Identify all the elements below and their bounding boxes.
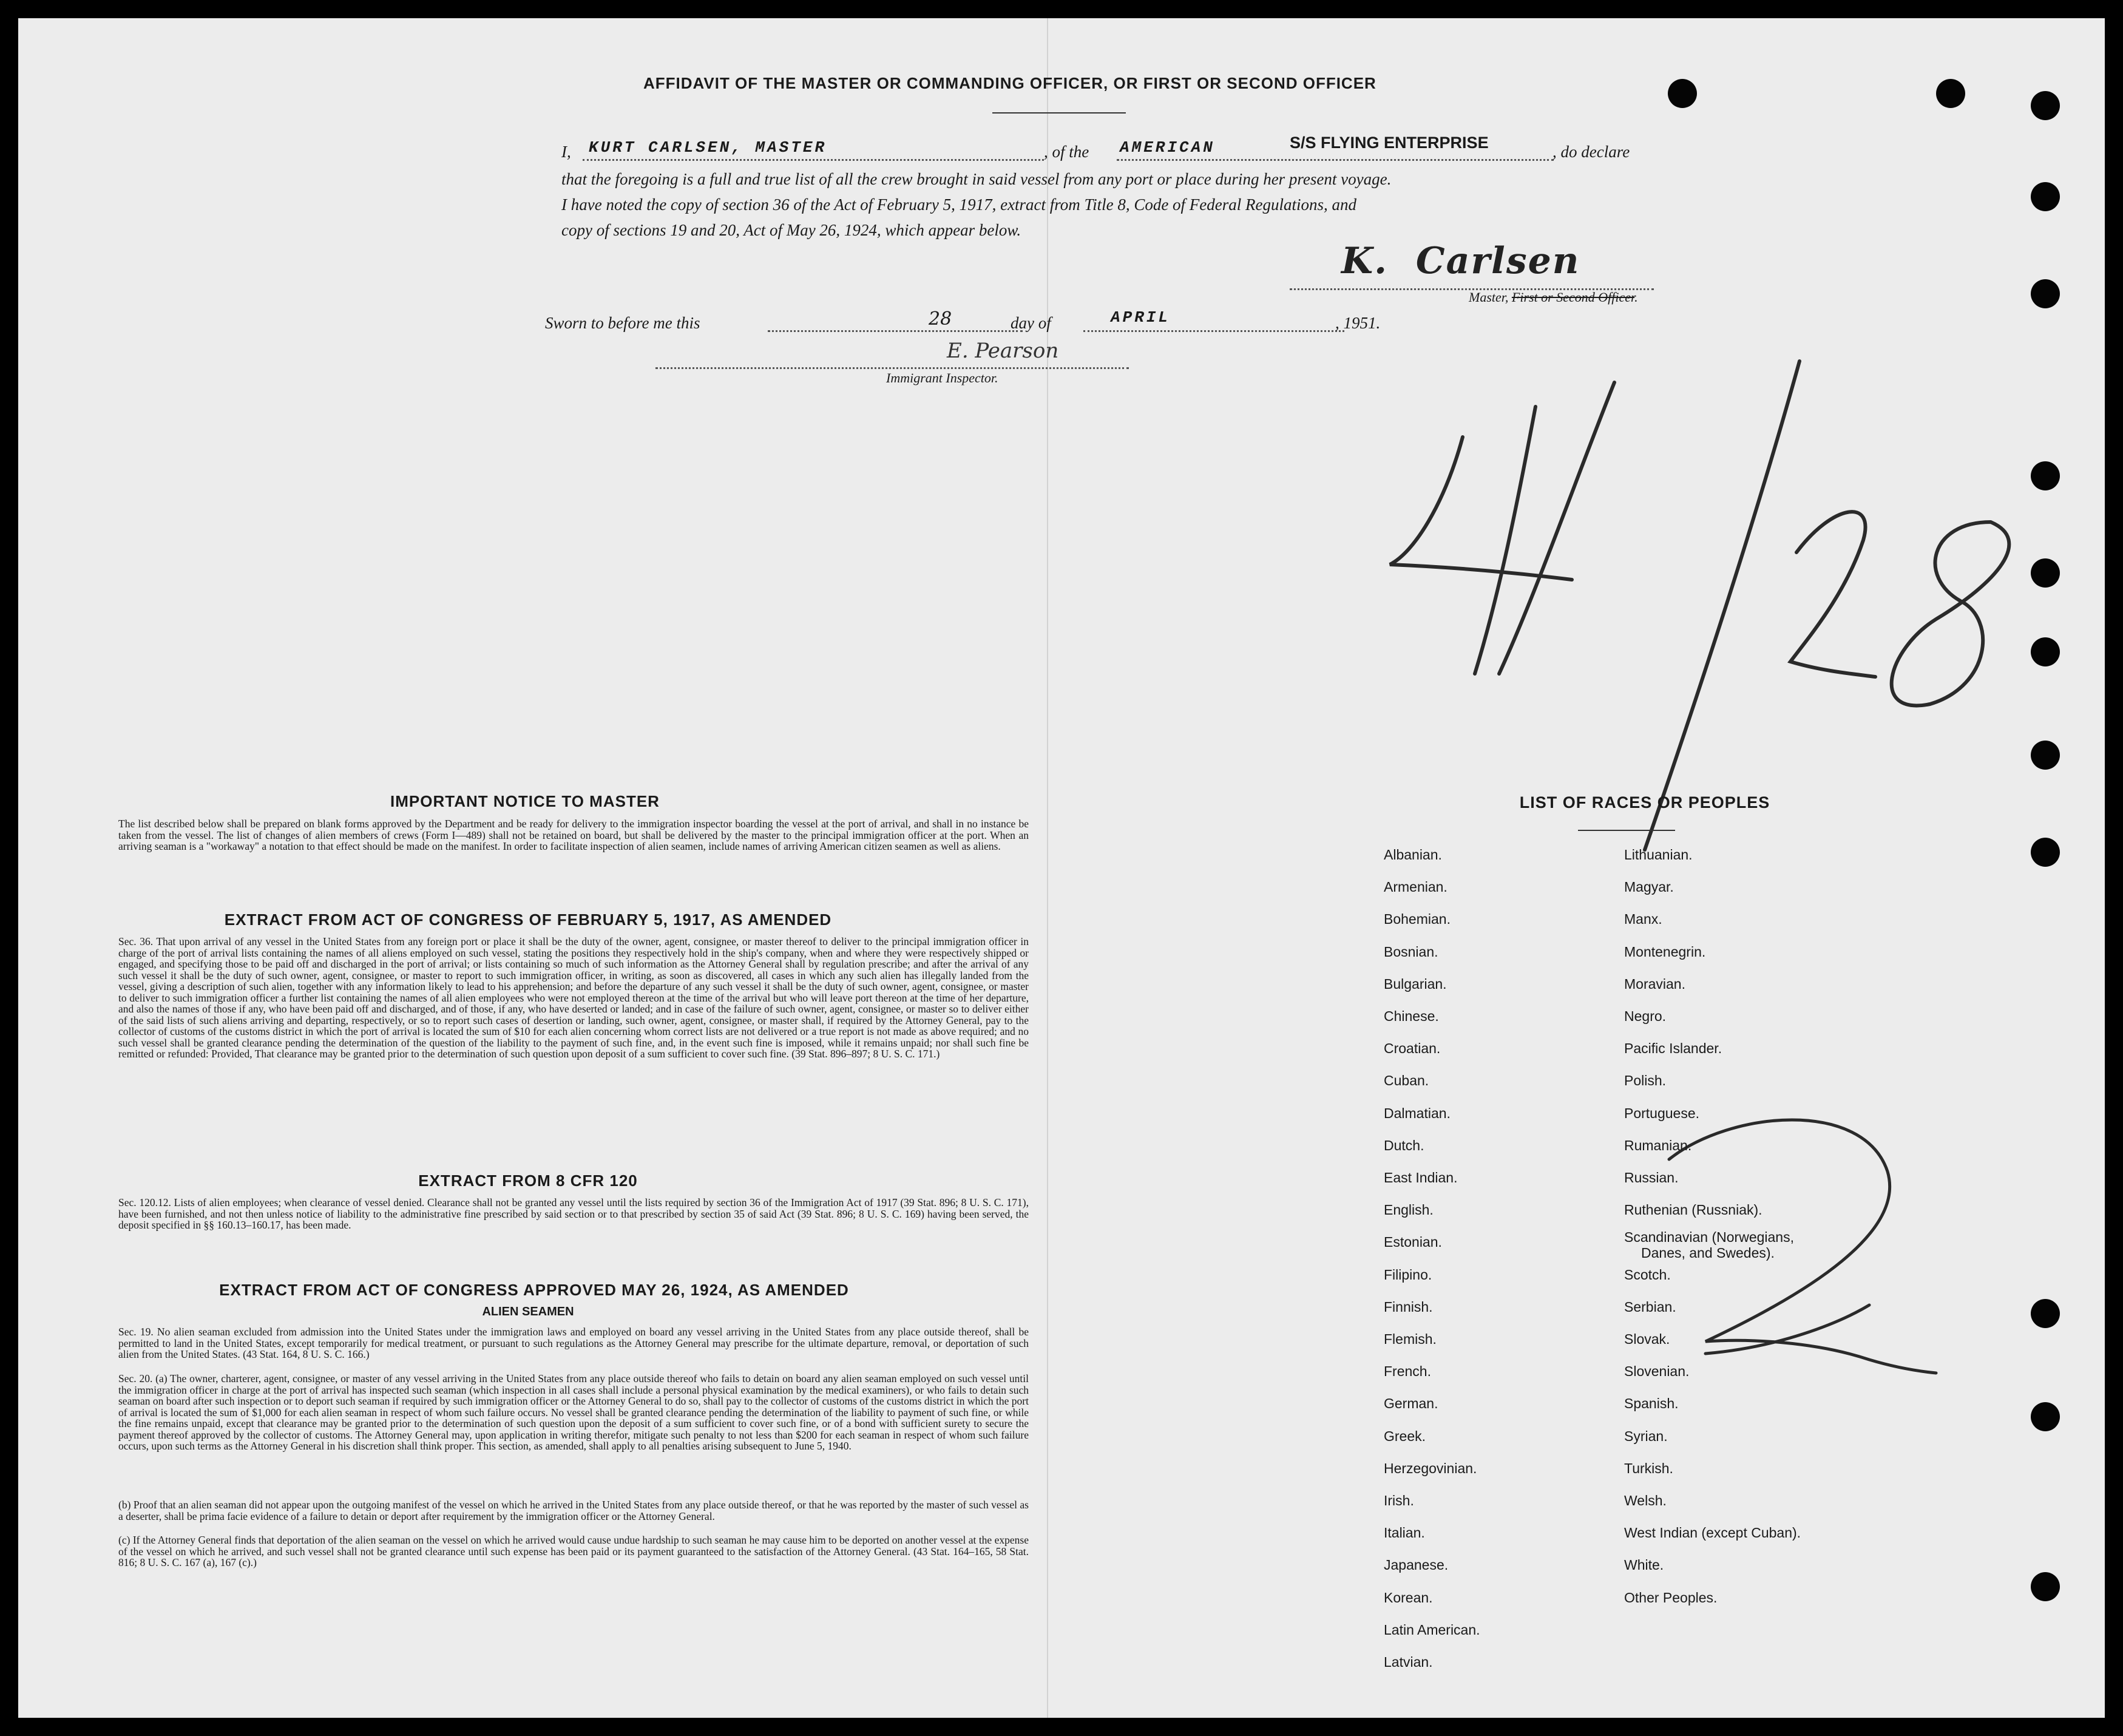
extract-1917-text: Sec. 36. That upon arrival of any vessel in the United States from any foreign port or place it shall be the duty of the owner, agent, consignee, or master thereof to deliver to the principal immigration officer in charge of the port of arrival lists containing the names of all aliens employed on such vessel, stating the positions they respectively hold in the ship's company, when and where they were respectively shipped or engaged, and specifying those to be paid off and discharged in the port of arrival; or lists containing so much of such information as the Attorney General shall by regulation prescribe; and after the arrival of any such vessel it shall be the duty of such owner, agent, consignee, or master to report to such immigration officer, in writing, as soon as discovered, all cases in which any such alien has illegally landed from the vessel, giving a description of such alien, together with any information likely to lead to his apprehension; and before the departure of any such vessel it shall be the duty of such owner, agent, consignee, or master to deliver to such immigration officer a further list containing the names of all alien employees who were not employed thereon at the time of the arrival but who will leave port thereon at the time of her departure, and also the names of those if any, who have been paid off and discharged, and of those, if any, who have deserted or landed; and in case of the failure of such owner, agent, consignee, or master so to deliver either of the said lists of such aliens arriving and departing, respectively, or so to report such cases of desertion or landing, such owner, agent, consignee, or master shall, if required by the Attorney General, pay to the collector of customs of the customs district in which the port of arrival is located the sum of $10 for each alien concerning whom correct lists are not delivered or a true report is not made as above required; and no such vessel shall be granted clearance pending the determination of the question of the liability to the payment of such fine, and, in the event such fine is imposed, while it remains unpaid; nor shall such fine be remitted or refunded: Provided, That clearance may be granted prior to the determination of such question upon deposit of a sum sufficient to cover such fine. (39 Stat. 896–897; 8 U. S. C. 171.)	[118, 935, 1029, 1060]
races-heading: LIST OF RACES OR PEOPLES	[1519, 793, 1770, 812]
race-item: Bulgarian.	[1384, 975, 1447, 992]
race-item: Croatian.	[1384, 1040, 1441, 1057]
race-item: Ruthenian (Russniak).	[1624, 1202, 1762, 1218]
day-field: 28	[929, 308, 952, 330]
race-item: English.	[1384, 1202, 1434, 1218]
race-item: Italian.	[1384, 1525, 1425, 1541]
sworn-label: Sworn to before me this	[545, 314, 700, 332]
extract-cfr-text: Sec. 120.12. Lists of alien employees; when clearance of vessel denied. Clearance shall not be granted any vessel until the lists required by section 36 of the Immigration Act of 1917 (39 Stat. 896; 8 U. S. C. 171), have been furnished, and not then unless notice of liability to the administrative fine prescribed by said section or to that prescribed by section 35 of said Act (39 Stat. 896; 8 U. S. C. 169) having been served, the deposit specified in §§ 160.13–160.17, has been made.	[118, 1196, 1029, 1231]
extract-1924-sec20b: (b) Proof that an alien seaman did not appear upon the outgoing manifest of the vessel on which he arrived in the United States from any place outside thereof, or that he was reported by the master of such vessel as a deserter, shall be prima facie evidence of a failure to detain or deport after requirement by the immigration officer or the Attorney General.	[118, 1499, 1029, 1522]
race-item: White.	[1624, 1557, 1664, 1573]
affidavit-heading: AFFIDAVIT OF THE MASTER OR COMMANDING OFFICER, OR FIRST OR SECOND OFFICER	[643, 74, 1376, 92]
race-item: Scandinavian (Norwegians,	[1624, 1229, 1794, 1246]
race-item: Russian.	[1624, 1170, 1679, 1185]
notice-heading: IMPORTANT NOTICE TO MASTER	[390, 792, 660, 810]
race-item: Lithuanian.	[1624, 847, 1693, 863]
race-item: Greek.	[1384, 1428, 1426, 1444]
year-label: , 1951.	[1335, 314, 1381, 332]
handwritten-4	[1390, 382, 1614, 674]
race-item: Rumanian.	[1624, 1137, 1692, 1153]
inspector-signature: E. Pearson	[947, 339, 1059, 363]
race-item: East Indian.	[1384, 1170, 1458, 1185]
race-item: Other Peoples.	[1624, 1589, 1718, 1605]
affidavit-i-label: I,	[561, 143, 571, 161]
race-item: Filipino.	[1384, 1266, 1432, 1283]
race-item: Cuban.	[1384, 1073, 1429, 1089]
race-item: Albanian.	[1384, 847, 1442, 863]
race-item: Syrian.	[1624, 1428, 1668, 1444]
race-item: Portuguese.	[1624, 1105, 1700, 1121]
race-item: Dalmatian.	[1384, 1105, 1451, 1121]
race-item: Danes, and Swedes).	[1641, 1245, 1775, 1261]
race-item: Turkish.	[1624, 1460, 1673, 1476]
inspector-caption: Immigrant Inspector.	[886, 370, 998, 385]
race-item: Negro.	[1624, 1008, 1667, 1024]
race-item: Moravian.	[1624, 975, 1685, 992]
extract-1924-subheading: ALIEN SEAMEN	[482, 1305, 574, 1318]
affidavit-line-4: copy of sections 19 and 20, Act of May 26, 1924, which appear below.	[561, 221, 1021, 239]
race-item: Pacific Islander.	[1624, 1040, 1722, 1057]
extract-1924-heading: EXTRACT FROM ACT OF CONGRESS APPROVED MAY 26, 1924, AS AMENDED	[219, 1281, 849, 1299]
race-item: Japanese.	[1384, 1557, 1449, 1573]
race-item: French.	[1384, 1363, 1431, 1380]
master-signature: K. Carlsen	[1341, 240, 1580, 282]
race-item: Slovak.	[1624, 1331, 1670, 1347]
race-item: Chinese.	[1384, 1008, 1439, 1024]
caption-end: .	[1634, 290, 1638, 305]
struck-officer-caption: First or Second Officer	[1511, 290, 1635, 305]
race-item: Irish.	[1384, 1493, 1414, 1508]
race-item: West Indian (except Cuban).	[1624, 1525, 1801, 1541]
race-item: Flemish.	[1384, 1331, 1437, 1347]
handwritten-slash	[1645, 361, 1800, 850]
master-caption: Master,	[1469, 290, 1509, 305]
races-heading-rule	[1578, 830, 1675, 831]
race-item: Scotch.	[1624, 1266, 1671, 1283]
extract-1924-sec20c: (c) If the Attorney General finds that deportation of the alien seaman on the vessel on which he arrived would cause undue hardship to such seaman he may cause him to be deported on another vessel at the expense of the vessel on which he arrived, and such vessel shall not be granted clearance until such expense has been paid or its payment guaranteed to the satisfaction of the Attorney General. (43 Stat. 164–165, 58 Stat. 816; 8 U. S. C. 167 (a), 167 (c).)	[118, 1534, 1029, 1568]
document-page	[18, 18, 2105, 1718]
race-item: Dutch.	[1384, 1137, 1424, 1153]
extract-cfr-heading: EXTRACT FROM 8 CFR 120	[418, 1171, 638, 1190]
race-item: Korean.	[1384, 1589, 1433, 1605]
extract-1924-sec19: Sec. 19. No alien seaman excluded from admission into the United States under the immigration laws and employed on board any vessel arriving in the United States from any place outside thereof, shall be permitted to land in the United States, except temporarily for medical treatment, or pursuant to such regulations as the Attorney General may prescribe for the ultimate departure, removal, or deportation of such alien from the United States. (43 Stat. 164, 8 U. S. C. 166.)	[118, 1326, 1029, 1360]
notice-text: The list described below shall be prepared on blank forms approved by the Department and be ready for delivery to the immigration inspector boarding the vessel at the port of arrival, and shall in no instance be taken from the vessel. The list of changes of alien members of crews (Form I—489) shall not be retained on board, but shall be delivered by the master to the principal immigration officer at the port. When an arriving seaman is a "workaway" a notation to that effect should be made on the manifest. In order to facilitate inspection of alien seamen, include names of arriving American citizen seamen as well as aliens.	[118, 818, 1029, 852]
race-item: Polish.	[1624, 1073, 1667, 1089]
extract-1924-sec20a: Sec. 20. (a) The owner, charterer, agent, consignee, or master of any vessel arriving in the United States from any place outside thereof who fails to detain on board any alien seaman employed on such vessel until the immigration officer in charge at the port of arrival has inspected such seaman (which inspection in all cases shall include a personal physical examination by the medical examiners), or who fails to detain such seaman on board after such inspection or to deport such seaman if required by such immigration officer or the Attorney General to do so, shall pay to the collector of customs of the customs district in which the port of arrival is located the sum of $1,000 for each alien seaman in respect of whom such failure occurs. No vessel shall be granted clearance pending the determination of the liability to payment of such fine, or while the fine remains unpaid, except that clearance may be granted prior to the determination of such question upon the deposit of a sum sufficient to cover such fine, or of a bond with sufficient surety to secure the payment thereof approved by the collector of customs. The Attorney General may, upon application in writing therefor, mitigate such penalty to not less than $200 for each seaman in respect of whom such failure occurs, upon such terms as the Attorney General in his discretion shall think proper. This section, as amended, shall apply to all penalties arising subsequent to June 5, 1940.	[118, 1372, 1029, 1452]
race-item: Bohemian.	[1384, 911, 1451, 927]
affidavit-line-3: I have noted the copy of section 36 of the Act of February 5, 1917, extract from Title 8, Code of Federal Regulations, and	[561, 195, 1357, 214]
race-item: Spanish.	[1624, 1395, 1679, 1412]
do-declare-label: , do declare	[1552, 143, 1630, 161]
race-item: Armenian.	[1384, 879, 1448, 895]
handwritten-marks	[18, 18, 2105, 1718]
race-item: Estonian.	[1384, 1234, 1442, 1250]
master-name-field: KURT CARLSEN, MASTER	[589, 138, 827, 157]
race-item: Latin American.	[1384, 1621, 1480, 1638]
extract-1917-heading: EXTRACT FROM ACT OF CONGRESS OF FEBRUARY 5, 1917, AS AMENDED	[224, 910, 832, 929]
handwritten-8	[1892, 522, 2010, 705]
race-item: Welsh.	[1624, 1493, 1667, 1508]
vessel-name-stamp: S/S FLYING ENTERPRISE	[1290, 134, 1489, 152]
race-item: Montenegrin.	[1624, 943, 1706, 960]
race-item: Manx.	[1624, 911, 1662, 927]
affidavit-line-2: that the foregoing is a full and true list of all the crew brought in said vessel from any port or place during her present voyage.	[561, 170, 1392, 188]
race-item: Magyar.	[1624, 879, 1674, 895]
race-item: Herzegovinian.	[1384, 1460, 1477, 1476]
race-item: German.	[1384, 1395, 1438, 1412]
race-item: Bosnian.	[1384, 943, 1438, 960]
month-field: APRIL	[1111, 308, 1171, 327]
race-item: Slovenian.	[1624, 1363, 1690, 1380]
nationality-field: AMERICAN	[1120, 138, 1215, 157]
race-item: Latvian.	[1384, 1654, 1433, 1670]
race-item: Finnish.	[1384, 1298, 1433, 1315]
handwritten-2	[1790, 512, 1875, 677]
day-of-label: day of	[1011, 314, 1051, 332]
of-the-label: , of the	[1044, 143, 1089, 161]
race-item: Serbian.	[1624, 1298, 1676, 1315]
